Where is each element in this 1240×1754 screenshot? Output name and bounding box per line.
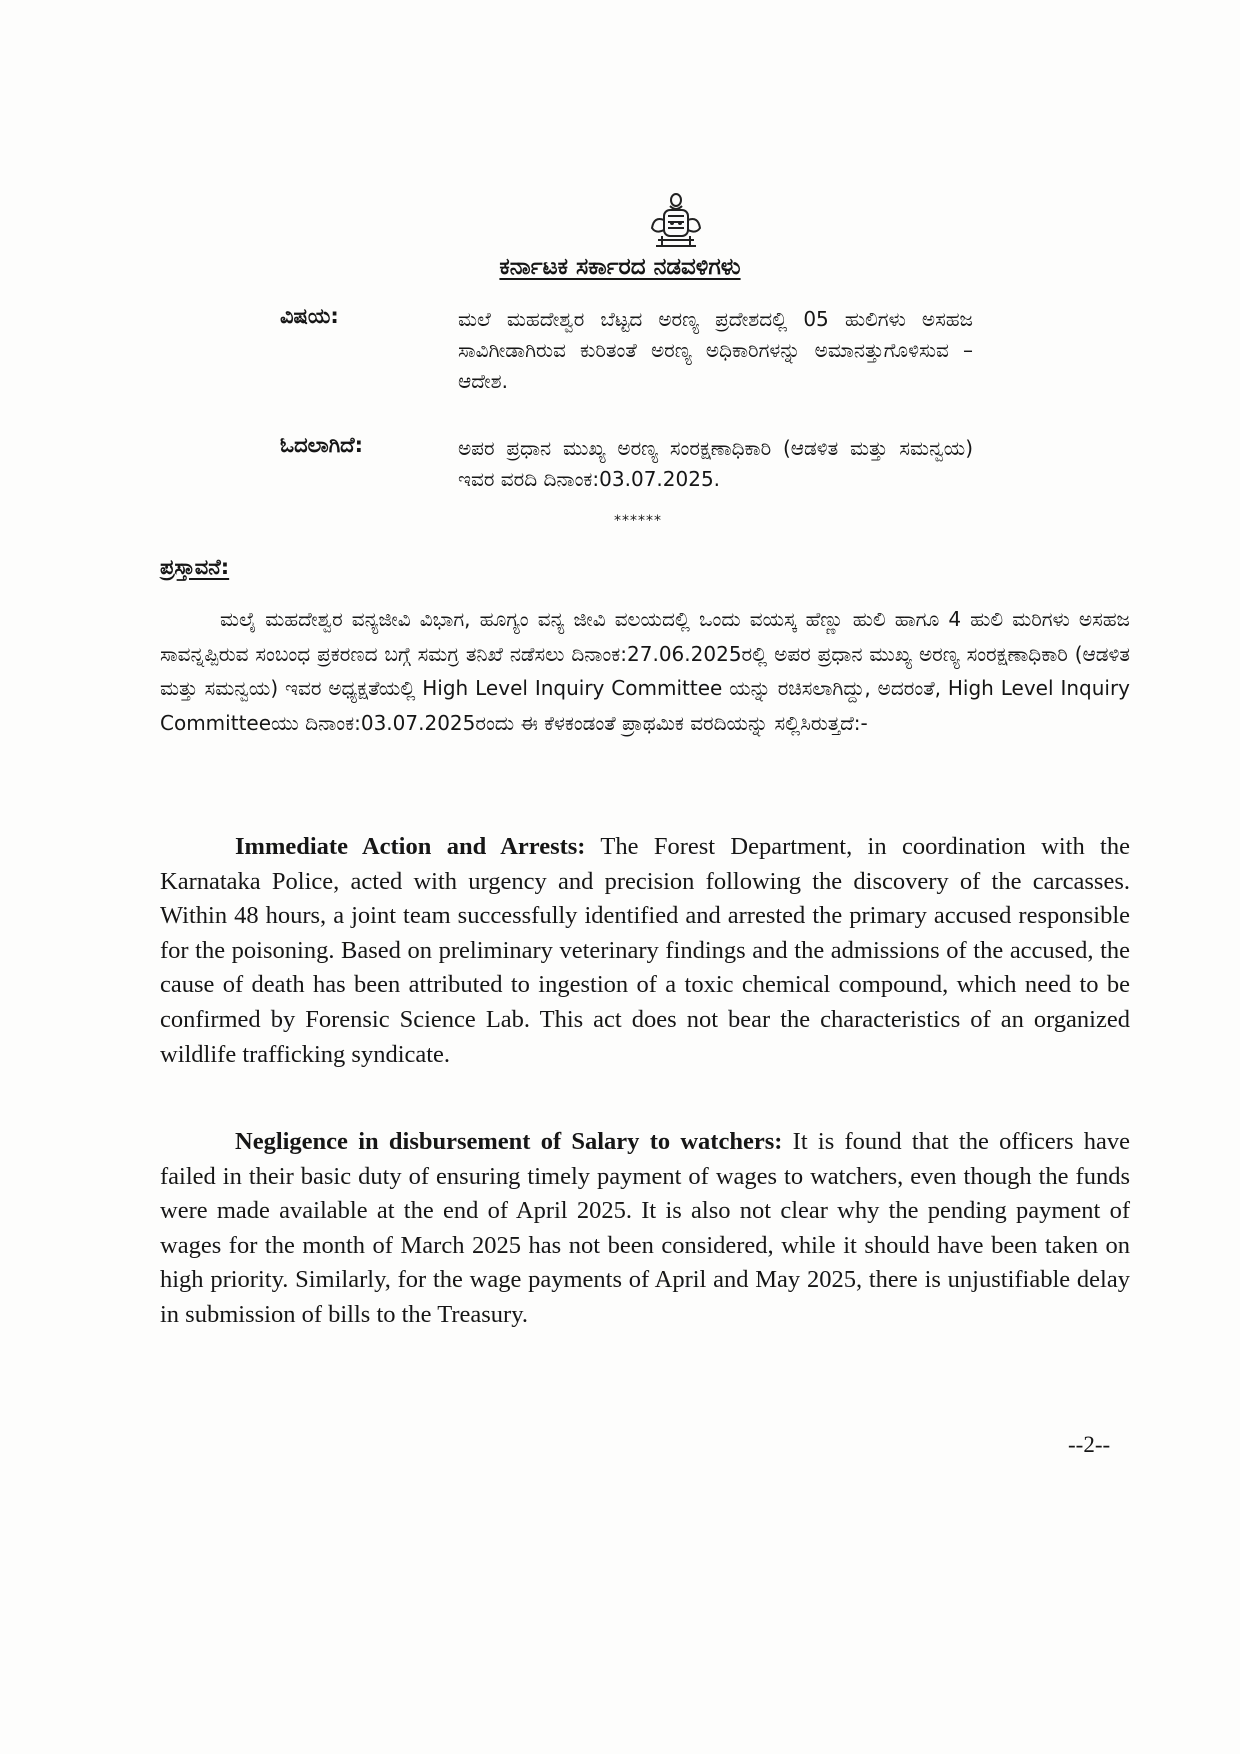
paragraph-body: It is found that the officers have failed in their basic duty of ensuring timely payment of wages to watchers, even though the funds were made available at the end of April 2025. It is also not clear why the pending payment of wages for the month of March 2025 has not been considered, while it should have been taken on high priority. Similarly, for the wage payments of April and May 2025, there is unjustifiable delay in submission of bills to the Treasury. bbox=[160, 1128, 1130, 1328]
karnataka-emblem-icon bbox=[646, 190, 706, 252]
subject-label: ವಿಷಯ: bbox=[280, 304, 339, 328]
paragraph-heading: Negligence in disbursement of Salary to watchers: bbox=[235, 1128, 783, 1155]
read-label: ಓದಲಾಗಿದೆ: bbox=[280, 433, 363, 457]
paragraph-heading: Immediate Action and Arrests: bbox=[235, 833, 586, 860]
government-proceedings-heading: ಕರ್ನಾಟಕ ಸರ್ಕಾರದ ನಡವಳಿಗಳು bbox=[499, 254, 741, 280]
page-number: --2-- bbox=[1068, 1432, 1111, 1457]
immediate-action-paragraph bbox=[160, 830, 1130, 1072]
salary-negligence-paragraph bbox=[160, 1125, 1130, 1333]
read-text: ಅಪರ ಪ್ರಧಾನ ಮುಖ್ಯ ಅರಣ್ಯ ಸಂರಕ್ಷಣಾಧಿಕಾರಿ (ಆಡಳಿತ ಮತ್ತು ಸಮನ್ವಯ) ಇವರ ವರದಿ ದಿನಾಂಕ:03.07.2025. bbox=[458, 436, 973, 491]
separator-stars: ****** bbox=[614, 513, 662, 529]
preamble-paragraph: ಮಲೈ ಮಹದೇಶ್ವರ ವನ್ಯಜೀವಿ ವಿಭಾಗ, ಹೂಗ್ಯಂ ವನ್ಯ ಜೀವಿ ವಲಯದಲ್ಲಿ ಒಂದು ವಯಸ್ಕ ಹೆಣ್ಣು ಹುಲಿ ಹಾಗೂ 4 ಹುಲಿ ಮರಿಗಳು ಅಸಹಜ ಸಾವನ್ನಪ್ಪಿರುವ ಸಂಬಂಧ ಪ್ರಕರಣದ ಬಗ್ಗೆ ಸಮಗ್ರ ತನಿಖೆ ನಡೆಸಲು ದಿನಾಂಕ:27.06.2025ರಲ್ಲಿ ಅಪರ ಪ್ರಧಾನ ಮುಖ್ಯ ಅರಣ್ಯ ಸಂರಕ್ಷಣಾಧಿಕಾರಿ (ಆಡಳಿತ ಮತ್ತು ಸಮನ್ವಯ) ಇವರ ಅಧ್ಯಕ್ಷತೆಯಲ್ಲಿ High Level Inquiry Committee ಯನ್ನು ರಚಿಸಲಾಗಿದ್ದು, ಅದರಂತೆ, High Level Inquiry Committeeಯು ದಿನಾಂಕ:03.07.2025ರಂದು ಈ ಕೆಳಕಂಡಂತೆ ಪ್ರಾಥಮಿಕ ವರದಿಯನ್ನು ಸಲ್ಲಿಸಿರುತ್ತದೆ:- bbox=[160, 607, 1130, 735]
subject-text: ಮಲೆ ಮಹದೇಶ್ವರ ಬೆಟ್ಟದ ಅರಣ್ಯ ಪ್ರದೇಶದಲ್ಲಿ 05 ಹುಲಿಗಳು ಅಸಹಜ ಸಾವಿಗೀಡಾಗಿರುವ ಕುರಿತಂತೆ ಅರಣ್ಯ ಅಧಿಕಾರಿಗಳನ್ನು ಅಮಾನತ್ತುಗೊಳಿಸುವ – ಆದೇಶ. bbox=[458, 307, 973, 393]
paragraph-body: The Forest Department, in coordination with the Karnataka Police, acted with urgency and precision following the discovery of the carcasses. Within 48 hours, a joint team successfully identified and arrested the primary accused responsible for the poisoning. Based on preliminary veterinary findings and the admissions of the accused, the cause of death has been attributed to ingestion of a toxic chemical compound, which need to be confirmed by Forensic Science Lab. This act does not bear the characteristics of an organized wildlife trafficking syndicate. bbox=[160, 833, 1130, 1068]
preamble-heading: ಪ್ರಸ್ತಾವನೆ: bbox=[160, 555, 230, 579]
